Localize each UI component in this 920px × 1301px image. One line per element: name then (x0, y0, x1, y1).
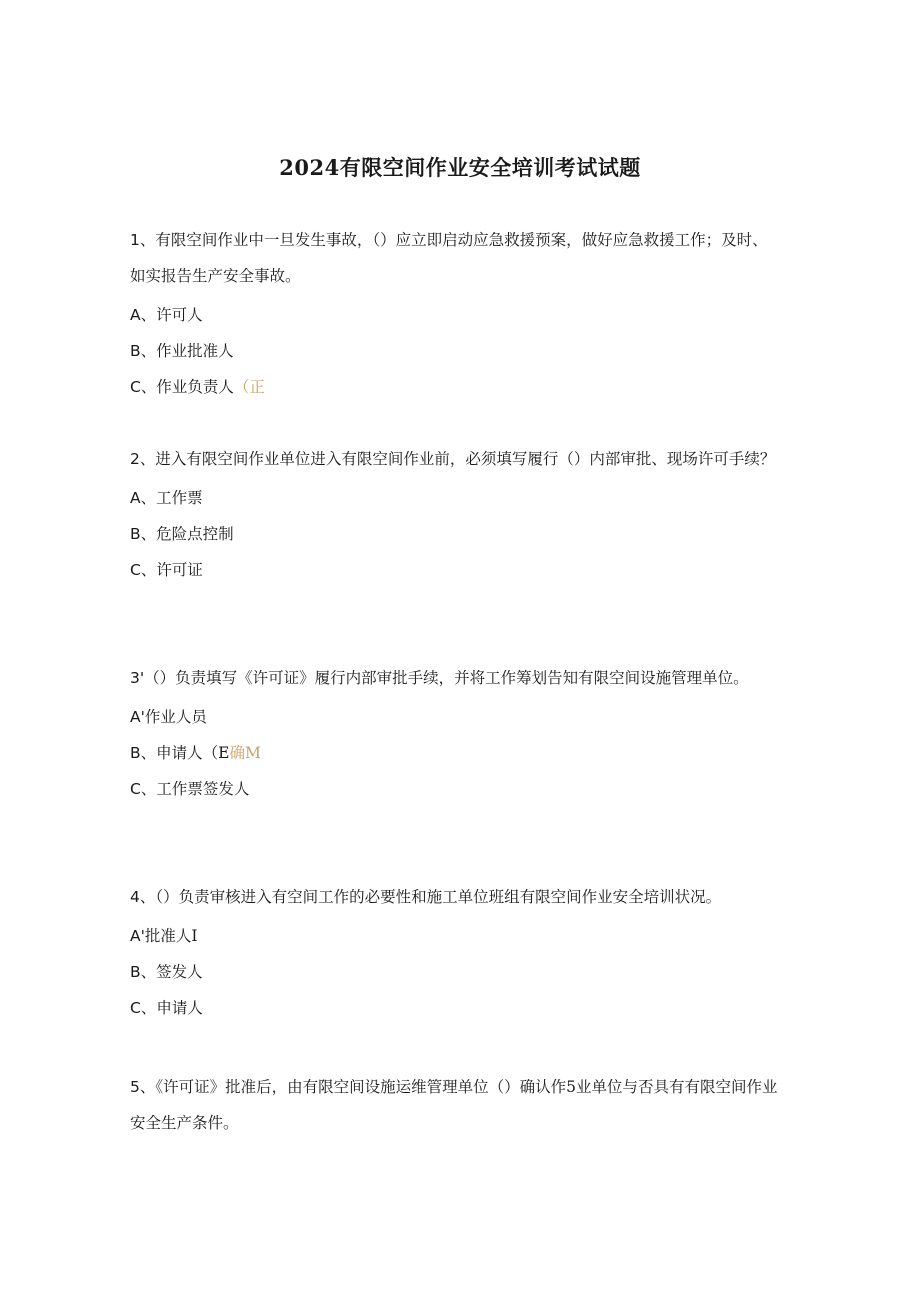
option-text: 申请人（E (156, 744, 230, 762)
option-letter: B、 (130, 525, 157, 543)
option-list (130, 699, 780, 807)
option-text: 许可证 (156, 561, 203, 579)
option-text: 作业批准人 (156, 342, 234, 360)
question-text: 有限空间作业中一旦发生事故，（）应立即启动应急救援预案，做好应急救援工作；及时、如实报告生产安全事故。 (130, 231, 768, 285)
option-text: 危险点控制 (156, 525, 234, 543)
option-b (130, 333, 780, 369)
question-2 (130, 441, 780, 588)
question-text: 进入有限空间作业单位进入有限空间作业前，必须填写履行（）内部审批、现场许可手续？ (155, 450, 776, 468)
option-b (130, 954, 780, 990)
option-c (130, 771, 780, 807)
option-letter: C、 (130, 561, 157, 579)
option-text: 作业负责人 (156, 378, 234, 396)
option-b (130, 735, 780, 771)
option-text: 签发人 (156, 963, 203, 981)
option-list (130, 918, 780, 1026)
question-3 (130, 660, 780, 807)
option-text: 批准人I (144, 927, 198, 945)
question-number: 4、 (130, 888, 156, 906)
option-letter: A、 (130, 489, 157, 507)
option-letter: C、 (130, 378, 157, 396)
question-number: 5、 (130, 1078, 156, 1096)
option-letter: C、 (130, 780, 157, 798)
option-c (130, 369, 780, 405)
option-letter: B、 (130, 963, 157, 981)
option-letter: A' (130, 927, 145, 945)
option-text: 申请人 (156, 999, 203, 1017)
question-4 (130, 879, 780, 1026)
option-b (130, 516, 780, 552)
option-text: 作业人员 (144, 708, 207, 726)
option-c (130, 552, 780, 588)
option-a (130, 480, 780, 516)
option-a (130, 918, 780, 954)
question-number: 2、 (130, 450, 156, 468)
option-list (130, 297, 780, 405)
option-letter: B、 (130, 744, 157, 762)
option-list (130, 480, 780, 588)
faded-answer-mark: （正 (233, 378, 265, 396)
question-stem (130, 879, 780, 915)
option-text: 工作票 (156, 489, 203, 507)
question-text: （）负责审核进入有空间工作的必要性和施工单位班组有限空间作业安全培训状况。 (155, 888, 722, 906)
option-a (130, 297, 780, 333)
question-stem (130, 222, 780, 294)
option-letter: B、 (130, 342, 157, 360)
question-text: （）负责填写《许可证》履行内部审批手续，并将工作筹划告知有限空间设施管理单位。 (144, 669, 749, 687)
question-1 (130, 222, 780, 405)
option-text: 许可人 (156, 306, 203, 324)
faded-answer-mark: 确M (229, 744, 261, 762)
question-number: 3' (130, 669, 145, 687)
option-a (130, 699, 780, 735)
page-title: 2024有限空间作业安全培训考试试题 (279, 155, 641, 180)
option-text: 工作票签发人 (156, 780, 250, 798)
option-c (130, 990, 780, 1026)
option-letter: C、 (130, 999, 157, 1017)
option-letter: A' (130, 708, 145, 726)
option-letter: A、 (130, 306, 157, 324)
question-stem (130, 660, 780, 696)
question-number: 1、 (130, 231, 156, 249)
question-text: 《许可证》批准后，由有限空间设施运维管理单位（）确认作5业单位与否具有有限空间作业安全生产条件。 (130, 1078, 778, 1132)
question-stem (130, 441, 780, 477)
question-5 (130, 1069, 780, 1141)
question-stem (130, 1069, 780, 1141)
